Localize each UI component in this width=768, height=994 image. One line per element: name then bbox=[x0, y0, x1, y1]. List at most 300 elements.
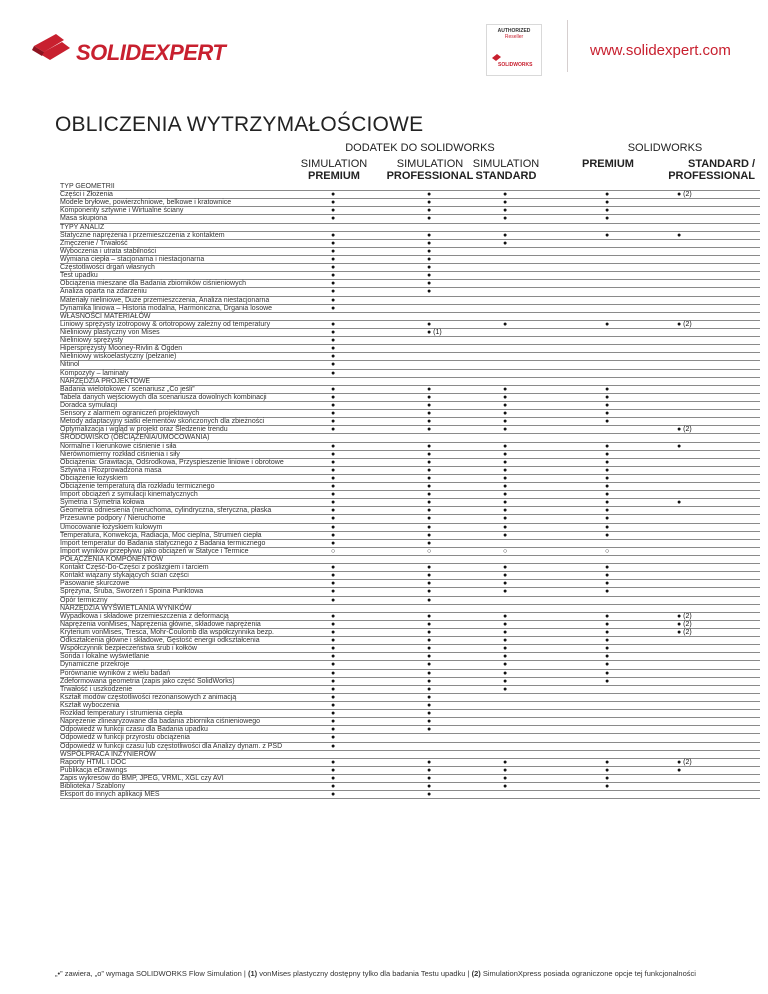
cell-col-1: ● bbox=[331, 507, 336, 515]
feature-label: Części i Złożenia bbox=[60, 191, 113, 199]
footnote bbox=[55, 969, 696, 978]
cell-col-5: ● (2) bbox=[677, 620, 692, 628]
cell-col-3: ● bbox=[503, 393, 508, 401]
cell-col-1: ● bbox=[331, 710, 336, 718]
cell-col-3: ● bbox=[503, 523, 508, 531]
cell-col-2: ● bbox=[427, 418, 432, 426]
cell-col-1: ● bbox=[331, 588, 336, 596]
cell-col-4: ● bbox=[605, 629, 610, 637]
feature-label: Naprężenie zlinearyzowane dla badania zbiornika ciśnieniowego bbox=[60, 718, 261, 726]
column-header-line2: PROFESSIONAL bbox=[386, 170, 474, 182]
cell-col-1: ● bbox=[331, 288, 336, 296]
cell-col-1: ● bbox=[331, 483, 336, 491]
cell-col-4: ○ bbox=[605, 547, 610, 555]
cell-col-1: ● bbox=[331, 596, 336, 604]
table-row bbox=[60, 207, 760, 215]
cell-col-3: ○ bbox=[503, 547, 508, 555]
table-row bbox=[60, 645, 760, 653]
cell-col-1: ● bbox=[331, 766, 336, 774]
cell-col-1: ● bbox=[331, 645, 336, 653]
section-title: WŁASNOŚCI MATERIAŁÓW bbox=[60, 312, 151, 320]
cell-col-2: ● bbox=[427, 483, 432, 491]
feature-label: Odpowiedź w funkcji czasu dla Badania upadku bbox=[60, 726, 208, 734]
cell-col-2: ● bbox=[427, 272, 432, 280]
column-header-3 bbox=[451, 158, 561, 182]
cell-col-1: ● bbox=[331, 458, 336, 466]
cell-col-2: ● bbox=[427, 596, 432, 604]
cell-col-2: ● bbox=[427, 702, 432, 709]
feature-label: Import obciążeń z symulacji kinematycznych bbox=[60, 491, 198, 499]
feature-label: Wyboczenia i utrata stabilności bbox=[60, 247, 157, 255]
cell-col-5: ● bbox=[677, 766, 682, 774]
column-header-line1: SIMULATION bbox=[396, 158, 464, 170]
feature-label: Obciążenie temperaturą dla rozkładu termicznego bbox=[60, 483, 215, 491]
cell-col-1: ○ bbox=[331, 547, 336, 555]
feature-label: Kształt modów częstotliwości rezonansowych z animacją bbox=[60, 693, 237, 701]
table-row bbox=[60, 353, 760, 361]
table-row bbox=[60, 467, 760, 475]
cell-col-1: ● bbox=[331, 280, 336, 288]
feature-label: Masa skupiona bbox=[60, 215, 108, 223]
cell-col-4: ● bbox=[605, 572, 610, 580]
cell-col-1: ● bbox=[331, 320, 336, 328]
cell-col-1: ● bbox=[331, 637, 336, 645]
cell-col-1: ● bbox=[331, 685, 336, 693]
feature-label: Sztywna i Rozprowadzona masa bbox=[60, 466, 162, 474]
badge-logo-text: SOLIDWORKS bbox=[498, 62, 533, 68]
cell-col-4: ● bbox=[605, 677, 610, 685]
section-row bbox=[60, 183, 760, 191]
cell-col-4: ● bbox=[605, 418, 610, 426]
cell-col-3: ● bbox=[503, 531, 508, 539]
feature-label: Kontakt Część-Do-Części z poślizgiem i tarciem bbox=[60, 564, 209, 572]
cell-col-4: ● bbox=[605, 401, 610, 409]
section-title: TYP GEOMETRII bbox=[60, 183, 115, 190]
cell-col-2: ● bbox=[427, 199, 432, 207]
section-title: ŚRODOWISKO (OBCIĄŻENIA/UMOCOWANIA) bbox=[60, 434, 210, 442]
feature-label: Rozkład temperatury i strumienia ciepła bbox=[60, 710, 183, 718]
table-row bbox=[60, 694, 760, 702]
table-row bbox=[60, 370, 760, 378]
cell-col-3: ● bbox=[503, 758, 508, 766]
cell-col-2: ● bbox=[427, 393, 432, 401]
cell-col-4: ● bbox=[605, 499, 610, 507]
cell-col-1: ● bbox=[331, 669, 336, 677]
cell-col-2: ● bbox=[427, 255, 432, 263]
cell-col-1: ● bbox=[331, 272, 336, 280]
feature-label: Temperatura, Konwekcja, Radiacja, Moc cieplna, Strumień ciepła bbox=[60, 531, 262, 539]
cell-col-2: ● bbox=[427, 791, 432, 799]
table-row bbox=[60, 743, 760, 751]
cell-col-3: ● bbox=[503, 401, 508, 409]
column-header-line1: STANDARD / bbox=[687, 158, 755, 170]
cell-col-1: ● bbox=[331, 215, 336, 223]
cell-col-1: ● bbox=[331, 328, 336, 336]
cell-col-4: ● bbox=[605, 458, 610, 466]
cell-col-3: ● bbox=[503, 483, 508, 491]
cell-col-4: ● bbox=[605, 661, 610, 669]
cell-col-1: ● bbox=[331, 734, 336, 742]
feature-label: Kompozyty – laminaty bbox=[60, 369, 129, 377]
cell-col-4: ● bbox=[605, 783, 610, 791]
cell-col-1: ● bbox=[331, 191, 336, 199]
cell-col-4: ● bbox=[605, 199, 610, 207]
section-row bbox=[60, 751, 760, 759]
cell-col-3: ● bbox=[503, 580, 508, 588]
feature-label: Nieliniowy wiskoelastyczny (pełzanie) bbox=[60, 353, 177, 361]
cell-col-4: ● bbox=[605, 385, 610, 393]
table-row bbox=[60, 775, 760, 783]
solidexpert-logo[interactable] bbox=[30, 32, 226, 72]
cell-col-1: ● bbox=[331, 491, 336, 499]
cell-col-1: ● bbox=[331, 693, 336, 701]
cell-col-2: ● bbox=[427, 239, 432, 247]
feature-label: Geometria odniesienia (nieruchoma, cylindryczna, sferyczna, płaska bbox=[60, 507, 272, 515]
cell-col-3: ● bbox=[503, 629, 508, 637]
cell-col-3: ● bbox=[503, 499, 508, 507]
cell-col-3: ● bbox=[503, 231, 508, 239]
cell-col-1: ● bbox=[331, 742, 336, 750]
cell-col-4: ● bbox=[605, 320, 610, 328]
cell-col-3: ● bbox=[503, 320, 508, 328]
cell-col-4: ● bbox=[605, 580, 610, 588]
section-title: TYPY ANALIZ bbox=[60, 223, 105, 231]
cell-col-4: ● bbox=[605, 588, 610, 596]
cell-col-3: ● bbox=[503, 207, 508, 215]
solidexpert-logo-icon bbox=[30, 32, 74, 68]
cell-col-1: ● bbox=[331, 199, 336, 207]
cell-col-1: ● bbox=[331, 539, 336, 547]
cell-col-2: ● bbox=[427, 661, 432, 669]
feature-label: Nitinol bbox=[60, 361, 80, 369]
cell-col-3: ● bbox=[503, 426, 508, 434]
cell-col-4: ● bbox=[605, 766, 610, 774]
cell-col-3: ● bbox=[503, 466, 508, 474]
cell-col-5: ● (2) bbox=[677, 426, 692, 434]
cell-col-2: ● bbox=[427, 710, 432, 718]
feature-label: Nierównomierny rozkład ciśnienia i siły bbox=[60, 450, 180, 458]
cell-col-3: ● bbox=[503, 774, 508, 782]
feature-label: Liniowy sprężysty izotropowy & ortotropowy zależny od temperatury bbox=[60, 320, 271, 328]
cell-col-5: ● (2) bbox=[677, 758, 692, 766]
cell-col-2: ● bbox=[427, 442, 432, 450]
feature-label: Modele bryłowe, powierzchniowe, belkowe i kratownice bbox=[60, 199, 232, 207]
table-row bbox=[60, 321, 760, 329]
feature-label: Biblioteka / Szablony bbox=[60, 783, 125, 791]
column-header-line1: SIMULATION bbox=[472, 158, 540, 170]
column-header-line1: SIMULATION bbox=[300, 158, 368, 170]
cell-col-3: ● bbox=[503, 588, 508, 596]
cell-col-3: ● bbox=[503, 442, 508, 450]
cell-col-1: ● bbox=[331, 442, 336, 450]
cell-col-1: ● bbox=[331, 661, 336, 669]
cell-col-1: ● bbox=[331, 653, 336, 661]
cell-col-3: ● bbox=[503, 418, 508, 426]
feature-label: Naprężenia vonMises, Naprężenia główne, składowe naprężenia bbox=[60, 620, 261, 628]
table-row bbox=[60, 491, 760, 499]
cell-col-4: ● bbox=[605, 507, 610, 515]
cell-col-2: ● bbox=[427, 588, 432, 596]
cell-col-3: ● bbox=[503, 661, 508, 669]
column-header-line2: PREMIUM bbox=[582, 158, 634, 170]
feature-label: Obciążenie łożyskiem bbox=[60, 474, 128, 482]
cell-col-2: ● bbox=[427, 693, 432, 701]
cell-col-4: ● bbox=[605, 215, 610, 223]
cell-col-4: ● bbox=[605, 231, 610, 239]
table-row bbox=[60, 305, 760, 313]
cell-col-4: ● bbox=[605, 207, 610, 215]
cell-col-1: ● bbox=[331, 726, 336, 734]
cell-col-2: ● bbox=[427, 645, 432, 653]
badge-line2: Reseller bbox=[504, 34, 524, 40]
feature-label: Normalne i kierunkowe ciśnienie i siła bbox=[60, 442, 177, 450]
cell-col-2: ● bbox=[427, 320, 432, 328]
cell-col-4: ● bbox=[605, 645, 610, 653]
feature-label: Dynamika liniowa – Historia modalna, Harmoniczna, Drgania losowe bbox=[60, 304, 273, 312]
feature-label: Częstotliwości drgań własnych bbox=[60, 264, 155, 272]
cell-col-4: ● bbox=[605, 653, 610, 661]
feature-label: Metody adaptacyjny siatki elementów skończonych dla zbieżności bbox=[60, 418, 265, 426]
cell-col-2: ● bbox=[427, 458, 432, 466]
table-row bbox=[60, 572, 760, 580]
feature-label: Porównanie wyników z wielu badań bbox=[60, 669, 171, 677]
cell-col-1: ● bbox=[331, 207, 336, 215]
feature-label: Publikacja eDrawings bbox=[60, 766, 127, 774]
cell-col-1: ● bbox=[331, 783, 336, 791]
page-title: OBLICZENIA WYTRZYMAŁOŚCIOWE bbox=[55, 113, 424, 136]
feature-label: Odpowiedź w funkcji czasu lub częstotliwości dla Analizy dynam. z PSD bbox=[60, 742, 283, 750]
feature-label: Sonda i lokalne wyświetlanie bbox=[60, 653, 150, 661]
cell-col-3: ● bbox=[503, 783, 508, 791]
cell-col-2: ● bbox=[427, 264, 432, 272]
cell-col-1: ● bbox=[331, 758, 336, 766]
feature-label: Import wyników przepływu jako obciążeń w Statyce i Termice bbox=[60, 547, 249, 555]
table-row bbox=[60, 588, 760, 596]
cell-col-3: ● bbox=[503, 685, 508, 693]
cell-col-2: ● bbox=[427, 450, 432, 458]
cell-col-3: ● bbox=[503, 564, 508, 572]
feature-label: Przesuwne podpory / Nieruchome bbox=[60, 515, 166, 523]
cell-col-1: ● bbox=[331, 612, 336, 620]
table-row bbox=[60, 394, 760, 402]
cell-col-5: ● (2) bbox=[677, 191, 692, 199]
cell-col-1: ● bbox=[331, 450, 336, 458]
cell-col-2: ○ bbox=[427, 547, 432, 555]
column-header-5 bbox=[645, 158, 755, 182]
cell-col-3: ● bbox=[503, 766, 508, 774]
cell-col-1: ● bbox=[331, 564, 336, 572]
feature-label: Wymiana ciepła – stacjonarna i niestacjonarna bbox=[60, 255, 205, 263]
table-row bbox=[60, 548, 760, 556]
feature-label: Nieliniowy sprężysty bbox=[60, 337, 124, 345]
section-title: NARZĘDZIA WYŚWIETLANIA WYNIKÓW bbox=[60, 604, 192, 612]
cell-col-2: ● bbox=[427, 401, 432, 409]
cell-col-2: ● bbox=[427, 718, 432, 726]
cell-col-4: ● bbox=[605, 393, 610, 401]
table-row bbox=[60, 240, 760, 248]
cell-col-5: ● (2) bbox=[677, 629, 692, 637]
table-row bbox=[60, 256, 760, 264]
cell-col-3: ● bbox=[503, 645, 508, 653]
group-header-addon: DODATEK DO SOLIDWORKS bbox=[345, 142, 495, 154]
header-divider bbox=[567, 20, 568, 72]
cell-col-2: ● bbox=[427, 669, 432, 677]
cell-col-2: ● bbox=[427, 629, 432, 637]
cell-col-1: ● bbox=[331, 677, 336, 685]
cell-col-1: ● bbox=[331, 791, 336, 799]
feature-label: Odkształcenia główne i składowe, Gęstość energii odkształcenia bbox=[60, 637, 260, 645]
table-row bbox=[60, 678, 760, 686]
cell-col-1: ● bbox=[331, 393, 336, 401]
cell-col-4: ● bbox=[605, 410, 610, 418]
cell-col-1: ● bbox=[331, 337, 336, 345]
cell-col-2: ● bbox=[427, 231, 432, 239]
column-header-line2: PROFESSIONAL bbox=[668, 170, 755, 182]
cell-col-4: ● bbox=[605, 474, 610, 482]
cell-col-2: ● bbox=[427, 572, 432, 580]
cell-col-1: ● bbox=[331, 426, 336, 434]
feature-label: Symetria i Symetria kołowa bbox=[60, 499, 145, 507]
cell-col-3: ● bbox=[503, 491, 508, 499]
cell-col-5: ● (2) bbox=[677, 320, 692, 328]
feature-label: Kryterium vonMises, Tresca, Mohr-Coulomb dla współczynnika bezp. bbox=[60, 629, 274, 637]
cell-col-4: ● bbox=[605, 191, 610, 199]
cell-col-3: ● bbox=[503, 410, 508, 418]
table-row bbox=[60, 783, 760, 791]
cell-col-3: ● bbox=[503, 458, 508, 466]
cell-col-2: ● bbox=[427, 783, 432, 791]
cell-col-1: ● bbox=[331, 774, 336, 782]
cell-col-1: ● bbox=[331, 620, 336, 628]
feature-label: Komponenty sztywne i Wirtualne ściany bbox=[60, 207, 184, 215]
cell-col-4: ● bbox=[605, 637, 610, 645]
cell-col-4: ● bbox=[605, 564, 610, 572]
cell-col-4: ● bbox=[605, 669, 610, 677]
cell-col-2: ● bbox=[427, 491, 432, 499]
cell-col-1: ● bbox=[331, 702, 336, 709]
cell-col-1: ● bbox=[331, 231, 336, 239]
cell-col-2: ● bbox=[427, 758, 432, 766]
cell-col-1: ● bbox=[331, 345, 336, 353]
feature-label: Test upadku bbox=[60, 272, 98, 280]
cell-col-3: ● bbox=[503, 653, 508, 661]
cell-col-3: ● bbox=[503, 191, 508, 199]
cell-col-4: ● bbox=[605, 758, 610, 766]
cell-col-2: ● bbox=[427, 726, 432, 734]
cell-col-1: ● bbox=[331, 385, 336, 393]
feature-label: Umocowanie łożyskiem kulowym bbox=[60, 523, 163, 531]
cell-col-3: ● bbox=[503, 669, 508, 677]
cell-col-3: ● bbox=[503, 677, 508, 685]
cell-col-2: ● bbox=[427, 515, 432, 523]
cell-col-5: ● bbox=[677, 499, 682, 507]
table-row bbox=[60, 759, 760, 767]
cell-col-2: ● bbox=[427, 191, 432, 199]
feature-label: Tabela danych wejściowych dla scenariusza dowolnych kombinacji bbox=[60, 393, 267, 401]
cell-col-2: ● bbox=[427, 685, 432, 693]
website-link[interactable]: www.solidexpert.com bbox=[590, 42, 731, 59]
cell-col-3: ● bbox=[503, 637, 508, 645]
feature-label: Raporty HTML i DOC bbox=[60, 758, 127, 766]
cell-col-2: ● bbox=[427, 637, 432, 645]
feature-label: Opór termiczny bbox=[60, 596, 108, 604]
cell-col-2: ● bbox=[427, 564, 432, 572]
cell-col-1: ● bbox=[331, 353, 336, 361]
footnote-1-text: vonMises plastyczny dostępny tylko dla badania Testu upadku | bbox=[259, 969, 470, 978]
feature-label: Hipersprężysty Mooney-Rivlin & Ogden bbox=[60, 345, 183, 353]
cell-col-3: ● bbox=[503, 612, 508, 620]
cell-col-2: ● bbox=[427, 288, 432, 296]
cell-col-2: ● bbox=[427, 385, 432, 393]
cell-col-1: ● bbox=[331, 523, 336, 531]
cell-col-3: ● bbox=[503, 507, 508, 515]
table-row bbox=[60, 653, 760, 661]
feature-label: Współczynnik bezpieczeństwa śrub i kołków bbox=[60, 645, 197, 653]
feature-label: Obciążenia mieszane dla Badania zbiorników ciśnieniowych bbox=[60, 280, 246, 288]
group-header-solidworks: SOLIDWORKS bbox=[627, 142, 703, 154]
authorized-reseller-badge bbox=[486, 24, 542, 76]
cell-col-4: ● bbox=[605, 466, 610, 474]
cell-col-1: ● bbox=[331, 629, 336, 637]
cell-col-1: ● bbox=[331, 247, 336, 255]
cell-col-1: ● bbox=[331, 718, 336, 726]
feature-label: Zmęczenie / Trwałość bbox=[60, 239, 128, 247]
cell-col-1: ● bbox=[331, 296, 336, 304]
table-row bbox=[60, 515, 760, 523]
cell-col-2: ● bbox=[427, 580, 432, 588]
column-header-line2: PREMIUM bbox=[308, 170, 360, 182]
cell-col-2: ● bbox=[427, 499, 432, 507]
feature-label: Sprężyna, Śruba, Sworzeń i Spoina Punktowa bbox=[60, 588, 204, 596]
cell-col-3: ● bbox=[503, 515, 508, 523]
cell-col-3: ● bbox=[503, 215, 508, 223]
cell-col-1: ● bbox=[331, 466, 336, 474]
cell-col-2: ● bbox=[427, 612, 432, 620]
cell-col-1: ● bbox=[331, 369, 336, 377]
footnote-2-mark: (2) bbox=[471, 969, 481, 978]
cell-col-5: ● (2) bbox=[677, 612, 692, 620]
feature-label: Badania wielotokowe / scenariusz „Co jeśli” bbox=[60, 385, 195, 393]
table-row bbox=[60, 215, 760, 223]
cell-col-3: ● bbox=[503, 385, 508, 393]
section-title: POŁĄCZENIA KOMPONENTÓW bbox=[60, 556, 164, 564]
cell-col-2: ● bbox=[427, 677, 432, 685]
cell-col-1: ● bbox=[331, 410, 336, 418]
feature-label: Analiza oparta na zdarzeniu bbox=[60, 288, 147, 296]
cell-col-2: ● bbox=[427, 247, 432, 255]
feature-label: Odpowiedź w funkcji przyrostu obciążenia bbox=[60, 734, 190, 742]
feature-label: Statyczne naprężenia i przemieszczenia z kontaktem bbox=[60, 231, 225, 239]
feature-label: Kontakt wiązany stykających ścian części bbox=[60, 572, 189, 580]
cell-col-1: ● bbox=[331, 264, 336, 272]
table-row bbox=[60, 791, 760, 799]
cell-col-2: ● bbox=[427, 215, 432, 223]
table-row bbox=[60, 280, 760, 288]
feature-label: Dynamiczne przekroje bbox=[60, 661, 130, 669]
cell-col-5: ● bbox=[677, 231, 682, 239]
cell-col-1: ● bbox=[331, 401, 336, 409]
cell-col-1: ● bbox=[331, 531, 336, 539]
cell-col-4: ● bbox=[605, 531, 610, 539]
cell-col-2: ● bbox=[427, 466, 432, 474]
cell-col-2: ● bbox=[427, 426, 432, 434]
brand-name: SOLIDEXPERT bbox=[76, 40, 226, 65]
feature-label: Eksport do innych aplikacji MES bbox=[60, 791, 160, 799]
cell-col-2: ● bbox=[427, 523, 432, 531]
cell-col-2: ● bbox=[427, 620, 432, 628]
feature-label: Nieliniowy plastyczny von Mises bbox=[60, 328, 160, 336]
column-header-line2: STANDARD bbox=[475, 170, 537, 182]
